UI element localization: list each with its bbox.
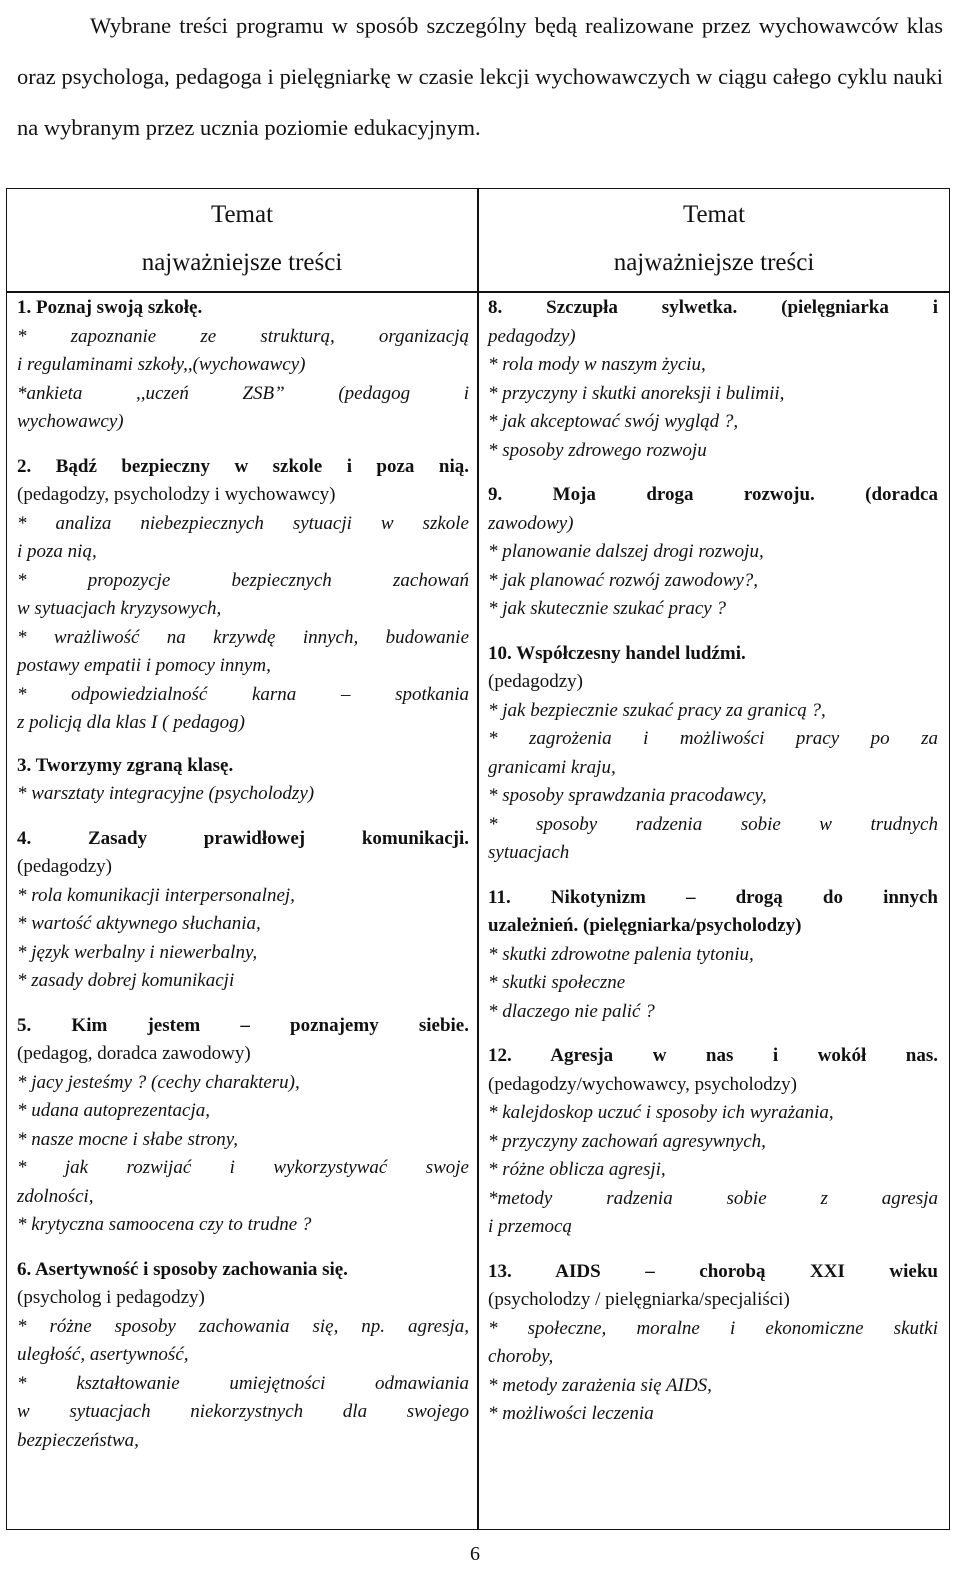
topic-block [17, 1256, 469, 1456]
topic-line: * różne oblicza agresji, [488, 1159, 666, 1180]
left-column-header [7, 189, 477, 291]
right-column-header [479, 189, 949, 291]
topic-line: (pedagodzy, psycholodzy i wychowawcy) [17, 484, 336, 505]
header-divider [7, 291, 949, 293]
topic-line: * odpowiedzialność karna – spotkania [17, 683, 469, 705]
topic-line: (pedagodzy) [488, 671, 583, 692]
topic-line: * różne sposoby zachowania się, np. agresja, [17, 1315, 469, 1337]
topic-line: bezpieczeństwa, [17, 1429, 139, 1451]
topic-line: * warsztaty integracyjne (psycholodzy) [17, 783, 315, 804]
topic-line: * rola mody w naszym życiu, [488, 354, 706, 375]
topic-line: wychowawcy) [17, 411, 124, 432]
topic-line: (pedagog, doradca zawodowy) [17, 1043, 251, 1064]
topic-line: * kształtowanie umiejętności odmawiania [17, 1372, 469, 1394]
topic-line: * możliwości leczenia [488, 1403, 654, 1424]
topic-line: * wrażliwość na krzywdę innych, budowanie [17, 626, 469, 648]
topic-line: * społeczne, moralne i ekonomiczne skutki [488, 1317, 938, 1339]
topic-line: * wartość aktywnego słuchania, [17, 913, 261, 934]
topic-line: * jak skutecznie szukać pracy ? [488, 598, 726, 619]
topic-line: * przyczyny i skutki anoreksji i bulimii, [488, 382, 785, 404]
topic-block [17, 453, 469, 738]
topic-line: i poza nią, [17, 541, 97, 562]
topic-line: * analiza niebezpiecznych sytuacji w szkole [17, 512, 469, 534]
topic-line: * krytyczna samoocena czy to trudne ? [17, 1214, 312, 1235]
topic-line: i przemocą [488, 1216, 572, 1237]
topic-title: 9. Moja droga rozwoju. (doradca [488, 484, 938, 505]
column-divider [477, 189, 479, 1529]
topic-title: 3. Tworzymy zgraną klasę. [17, 754, 234, 776]
topic-line: * jak rozwijać i wykorzystywać swoje [17, 1157, 469, 1178]
topic-line: i regulaminami szkoły,,(wychowawcy) [17, 354, 306, 375]
topic-line: * nasze mocne i słabe strony, [17, 1128, 238, 1150]
header-title: Temat [682, 201, 746, 228]
left-topics-column [17, 294, 469, 1455]
topic-title: 2. Bądź bezpieczny w szkole i poza nią. [17, 455, 469, 477]
page-number: 6 [470, 1543, 480, 1565]
topic-line: (psycholog i pedagodzy) [17, 1287, 205, 1308]
topic-line: choroby, [488, 1346, 554, 1367]
topic-block [17, 1012, 469, 1240]
intro-paragraph: Wybrane treści programu w sposób szczególny będą realizowane przez wychowawców klas oraz psychologa, pedagoga i pielęgniarkę w czasie lekcji wychowawczych w ciągu całego cyklu nauki na wybranym przez ucznia poziomie edukacyjnym. [17, 13, 943, 140]
topic-line: * udana autoprezentacja, [17, 1100, 210, 1121]
topic-title: 10. Współczesny handel ludźmi. [488, 642, 746, 664]
topic-line: zawodowy) [488, 512, 574, 534]
topic-line: * sposoby sprawdzania pracodawcy, [488, 785, 767, 806]
topic-title: 13. AIDS – chorobą XXI wieku [488, 1260, 938, 1282]
topic-line: * zasady dobrej komunikacji [17, 970, 235, 991]
topic-line: granicami kraju, [488, 756, 616, 778]
topic-line: * planowanie dalszej drogi rozwoju, [488, 541, 764, 562]
topic-title: 12. Agresja w nas i wokół nas. [488, 1045, 938, 1066]
topic-block [488, 294, 938, 465]
topic-block [488, 884, 938, 1027]
topic-line: w sytuacjach niekorzystnych dla swojego [17, 1401, 469, 1422]
topic-line: w sytuacjach kryzysowych, [17, 598, 222, 619]
header-subtitle: najważniejsze treści [613, 249, 815, 276]
topic-line: * skutki zdrowotne palenia tytoniu, [488, 943, 754, 965]
topic-block [488, 481, 938, 624]
topic-line: * skutki społeczne [488, 972, 626, 993]
topic-line: * dlaczego nie palić ? [488, 1000, 655, 1022]
topic-line: * jak planować rozwój zawodowy?, [488, 569, 759, 591]
topic-block [17, 294, 469, 437]
topic-line: * zagrożenia i możliwości pracy po za [488, 728, 938, 749]
topic-line: * metody zarażenia się AIDS, [488, 1374, 712, 1396]
topic-line: * sposoby zdrowego rozwoju [488, 439, 707, 461]
topic-block [488, 1042, 938, 1242]
topic-title: 4. Zasady prawidłowej komunikacji. [17, 827, 469, 849]
topic-line: * kalejdoskop uczuć i sposoby ich wyrażania, [488, 1102, 834, 1123]
topic-line: (pedagodzy) [17, 856, 112, 877]
topic-line: zdolności, [17, 1185, 94, 1207]
topic-line: * jak bezpiecznie szukać pracy za granicą ?, [488, 699, 826, 721]
topic-block [17, 752, 469, 809]
topic-line: z policją dla klas I ( pedagog) [17, 712, 245, 733]
topic-line: * język werbalny i niewerbalny, [17, 941, 258, 963]
topic-line: uzależnień. (pielęgniarka/psycholodzy) [488, 915, 802, 936]
topic-line: postawy empatii i pomocy innym, [17, 655, 271, 676]
topic-title: 11. Nikotynizm – drogą do innych [488, 886, 938, 908]
topic-title: 5. Kim jestem – poznajemy siebie. [17, 1014, 469, 1036]
topic-line: (pedagodzy/wychowawcy, psycholodzy) [488, 1073, 798, 1095]
topics-table [6, 188, 950, 1530]
topic-line: * sposoby radzenia sobie w trudnych [488, 813, 938, 835]
topic-title: 1. Poznaj swoją szkołę. [17, 297, 203, 318]
topic-title: 8. Szczupła sylwetka. (pielęgniarka i [488, 297, 938, 318]
topic-line: *metody radzenia sobie z agresja [488, 1187, 938, 1209]
header-subtitle: najważniejsze treści [141, 249, 343, 276]
header-title: Temat [210, 201, 274, 228]
topic-block [488, 640, 938, 868]
topic-line: *ankieta ,,uczeń ZSB” (pedagog i [17, 382, 469, 404]
topic-title: 6. Asertywność i sposoby zachowania się. [17, 1258, 348, 1280]
topic-line: pedagodzy) [488, 325, 576, 347]
topic-line: * jacy jesteśmy ? (cechy charakteru), [17, 1071, 300, 1093]
topic-line: * rola komunikacji interpersonalnej, [17, 884, 295, 906]
topic-block [488, 1258, 938, 1429]
topic-line: sytuacjach [488, 842, 570, 863]
topic-block [17, 825, 469, 996]
topic-line: * zapoznanie ze strukturą, organizacją [17, 325, 469, 347]
topic-line: * przyczyny zachowań agresywnych, [488, 1130, 766, 1152]
right-topics-column [488, 294, 938, 1429]
topic-line: * jak akceptować swój wygląd ?, [488, 411, 739, 432]
topic-line: * propozycje bezpiecznych zachowań [17, 569, 469, 591]
topic-line: uległość, asertywność, [17, 1344, 189, 1365]
topic-line: (psycholodzy / pielęgniarka/specjaliści) [488, 1289, 790, 1310]
